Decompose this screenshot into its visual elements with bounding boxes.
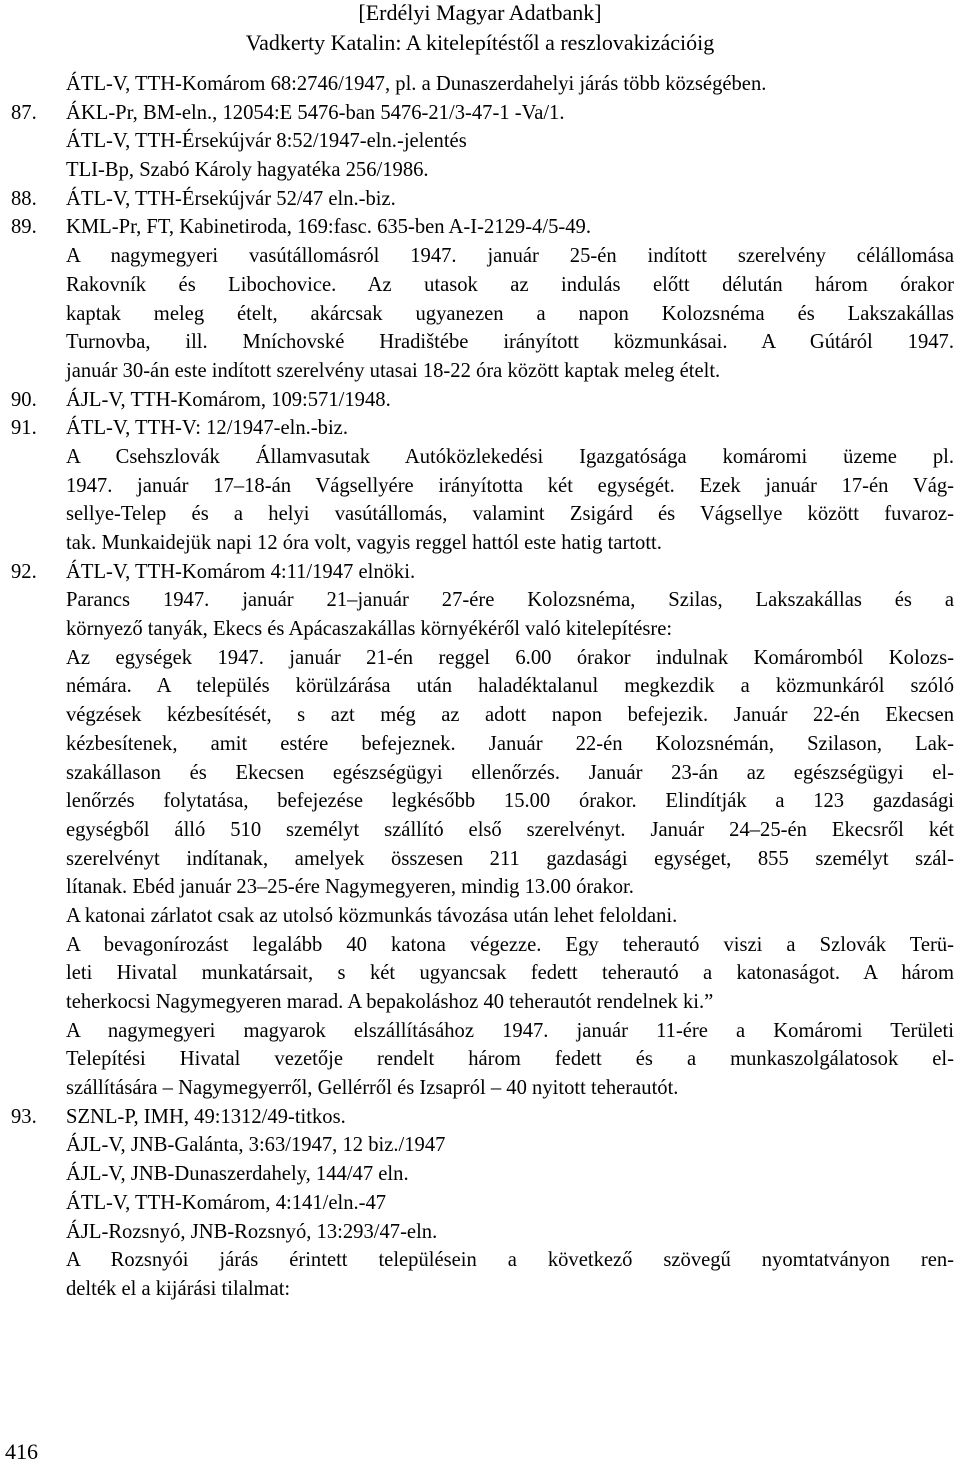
endnote-entry-line [0,185,960,214]
endnote-number: 93. [11,1105,37,1128]
endnote-text-line [0,271,960,300]
endnote-text: Az egységek 1947. január 21-én reggel 6.00 órakor indulnak Komáromból Kolozs- [66,646,954,669]
header-title: Vadkerty Katalin: A kitelepítéstől a reszlovakizációig [245,30,715,55]
endnote-entry-line [0,558,960,587]
endnote-text-line [0,816,960,845]
endnote-text: sellye-Telep és a helyi vasútállomás, valamint Zsigárd és Vágsellye között fuvaroz- [66,503,954,526]
endnote-text: ÁKL-Pr, BM-eln., 12054:E 5476-ban 5476-21/3-47-1 -Va/1. [66,101,565,124]
endnote-text-line [0,931,960,960]
endnote-text-line [0,1074,960,1103]
endnote-text-line [0,500,960,529]
endnote-number: 88. [11,187,37,210]
endnote-text: ÁTL-V, TTH-Komárom 68:2746/1947, pl. a Dunaszerdahelyi járás több községében. [66,73,767,95]
endnote-text-line [0,1189,960,1218]
endnote-number: 91. [11,417,37,440]
endnote-text: A nagymegyeri vasútállomásról 1947. január 25-én indított szerelvény célállomása [66,245,954,268]
endnote-text: Turnovba, ill. Mníchovské Hradištébe irányított közmunkásai. A Gútáról 1947. [66,331,954,354]
endnote-text-line [0,959,960,988]
endnote-text: A katonai zárlatot csak az utolsó közmunkás távozása után lehet feloldani. [66,904,678,927]
endnote-text: delték el a kijárási tilalmat: [66,1277,291,1300]
endnote-text-line [0,443,960,472]
endnote-text-line [0,586,960,615]
endnote-text: leti Hivatal munkatársait, s két ugyancsak fedett teherautó a katonaságot. A három [66,962,954,985]
endnote-text-line [0,242,960,271]
endnote-text: kézbesítenek, amit estére befejeznek. Január 22-én Kolozsnémán, Szilason, Lak- [66,732,954,755]
endnote-text: környező tanyák, Ekecs és Apácaszakállas környékéről való kitelepítésre: [66,618,673,641]
endnote-text-line [0,1218,960,1247]
endnote-text-line [0,672,960,701]
endnote-text: egységből álló 510 személyt szállító első szerelvényt. Január 24–25-én Ekecsről két [66,818,954,841]
endnote-entry-line [0,99,960,128]
endnote-text: végzések kézbesítését, s azt még az adott napon befejezik. Január 22-én Ekecsen [66,704,954,727]
endnote-text-line [0,644,960,673]
endnote-text: Rakovník és Libochovice. Az utasok az indulás előtt délután három órakor [66,273,954,296]
endnote-entry-line [0,386,960,415]
endnote-text-line [0,1017,960,1046]
endnote-text-line [0,988,960,1017]
endnote-number: 92. [11,560,37,583]
endnote-text: A Csehszlovák Államvasutak Autóközlekedési Igazgatósága komáromi üzeme pl. [66,445,954,468]
endnote-text: kaptak meleg ételt, akárcsak ugyanezen a napon Kolozsnéma és Lakszakállas [66,302,954,325]
endnote-text-line [0,357,960,386]
endnote-text: ÁJL-V, JNB-Dunaszerdahely, 144/47 eln. [66,1163,409,1186]
endnote-text: KML-Pr, FT, Kabinetiroda, 169:fasc. 635-ben A-I-2129-4/5-49. [66,216,591,239]
endnote-text-line [0,1131,960,1160]
endnote-text: Telepítési Hivatal vezetője rendelt három fedett és a munkaszolgálatosok el- [66,1048,954,1071]
endnote-text-line [0,472,960,501]
endnote-text: ÁTL-V, TTH-Komárom 4:11/1947 elnöki. [66,560,416,583]
document-header [0,0,960,58]
endnote-text-line [0,1246,960,1275]
endnote-text: Parancs 1947. január 21–január 27-ére Kolozsnéma, Szilas, Lakszakállas és a [66,589,954,612]
endnote-text: lítanak. Ebéd január 23–25-ére Nagymegyeren, mindig 13.00 órakor. [66,876,634,899]
endnote-text-line [0,701,960,730]
endnote-text-line [0,787,960,816]
endnote-text-line [0,328,960,357]
endnote-text-line [0,1160,960,1189]
endnote-text: A bevagonírozást legalább 40 katona végezze. Egy teherautó viszi a Szlovák Terü- [66,933,954,956]
endnote-text-line [0,300,960,329]
endnote-text-line [0,70,960,99]
endnote-text: szerelvényt indítanak, amelyek összesen 211 gazdasági egységet, 855 személyt szál- [66,847,954,870]
endnote-text-line [0,1275,960,1304]
endnote-number: 89. [11,216,37,239]
endnote-text-line [0,156,960,185]
endnote-text: ÁJL-Rozsnyó, JNB-Rozsnyó, 13:293/47-eln. [66,1220,438,1243]
page-number: 416 [5,1439,38,1464]
endnote-text-line [0,127,960,156]
endnote-text: ÁJL-V, TTH-Komárom, 109:571/1948. [66,388,391,411]
endnotes-body [0,70,960,1304]
endnote-entry-line [0,1103,960,1132]
endnote-text: ÁTL-V, TTH-Komárom, 4:141/eln.-47 [66,1191,387,1214]
endnote-entry-line [0,414,960,443]
endnote-text: szakállason és Ekecsen egészségügyi ellenőrzés. Január 23-án az egészségügyi el- [66,761,954,784]
endnote-number: 87. [11,101,37,124]
endnote-text: ÁJL-V, JNB-Galánta, 3:63/1947, 12 biz./1947 [66,1134,446,1157]
endnote-text: A Rozsnyói járás érintett településein a következő szövegű nyomtatványon ren- [66,1249,954,1272]
endnote-text-line [0,730,960,759]
endnote-text: 1947. január 17–18-án Vágsellyére irányította két egységét. Ezek január 17-én Vág- [66,474,954,497]
endnote-text: tak. Munkaidejük napi 12 óra volt, vagyis reggel hattól este hatig tartott. [66,532,662,554]
endnote-text-line [0,902,960,931]
endnote-text: TLI-Bp, Szabó Károly hagyatéka 256/1986. [66,159,429,182]
endnote-text-line [0,1045,960,1074]
endnote-text: ÁTL-V, TTH-V: 12/1947-eln.-biz. [66,417,348,440]
endnote-text-line [0,845,960,874]
endnote-text: lenőrzés folytatása, befejezése legkésőbb 15.00 órakor. Elindítják a 123 gazdasági [66,790,954,813]
endnote-text: szállítására – Nagymegyerről, Gellérről és Izsapról – 40 nyitott teherautót. [66,1077,679,1100]
endnote-text: ÁTL-V, TTH-Érsekújvár 52/47 eln.-biz. [66,187,396,210]
endnote-number: 90. [11,388,37,411]
endnote-text: január 30-án este indított szerelvény utasai 18-22 óra között kaptak meleg ételt. [66,359,721,382]
endnote-text-line [0,529,960,558]
endnote-text: A nagymegyeri magyarok elszállításához 1947. január 11-ére a Komáromi Területi [66,1019,954,1042]
endnote-text: teherkocsi Nagymegyeren marad. A bepakoláshoz 40 teherautót rendelnek ki.” [66,991,714,1013]
endnote-text-line [0,873,960,902]
endnote-text: némára. A település körülzárása után haladéktalanul megkezdik a közmunkáról szóló [66,675,954,698]
endnote-text: ÁTL-V, TTH-Érsekújvár 8:52/1947-eln.-jelentés [66,130,467,153]
endnote-text-line [0,759,960,788]
header-source: [Erdélyi Magyar Adatbank] [358,0,602,25]
endnote-entry-line [0,213,960,242]
endnote-text-line [0,615,960,644]
endnote-text: SZNL-P, IMH, 49:1312/49-titkos. [66,1105,346,1128]
